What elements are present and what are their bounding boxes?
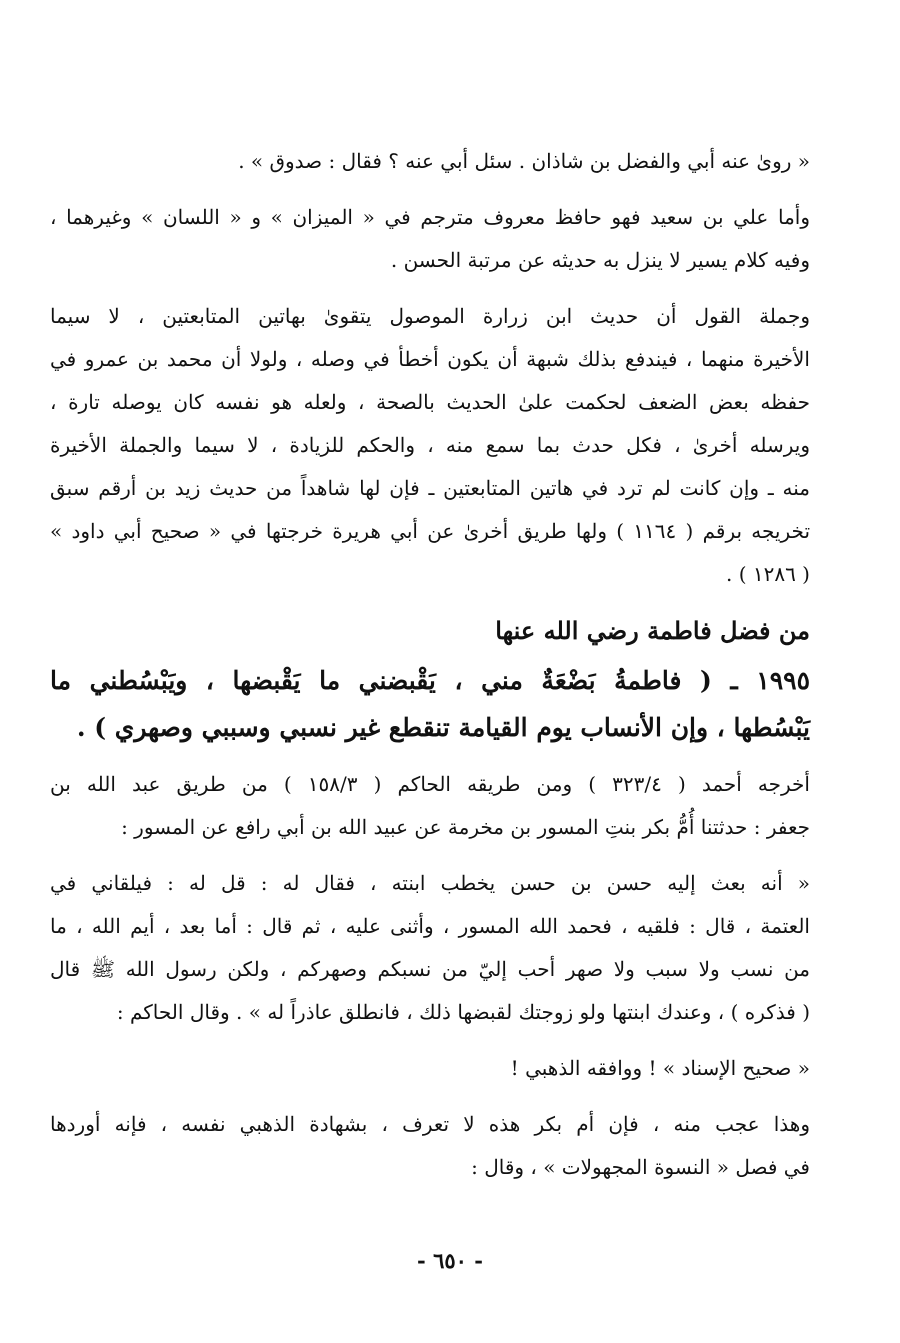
hadith-line: ١٩٩٥ ـ ( فاطمةُ بَضْعَةٌ مني ، يَقْبضني ما يَقْبضها ، ويَبْسُطني ما <box>50 666 810 695</box>
paragraph-line: العتمة ، قال : فلقيه ، فحمد الله المسور ، وأثنى عليه ، ثم قال : أما بعد ، أيم الله ، ما <box>50 914 810 938</box>
paragraph-line: وأما علي بن سعيد فهو حافظ معروف مترجم في « الميزان » و « اللسان » وغيرهما ، <box>50 205 810 229</box>
section-title: من فضل فاطمة رضي الله عنها <box>495 616 810 645</box>
paragraph-line: ( فذكره ) ، وعندك ابنتها ولو زوجتك لقبضها ذلك ، فانطلق عاذراً له » . وقال الحاكم : <box>116 1000 810 1024</box>
paragraph-line: منه ـ وإن كانت لم ترد في هاتين المتابعتين ـ فإن لها شاهداً من حديث زيد بن أرقم سبق <box>50 476 810 500</box>
paragraph-6 <box>50 1047 810 1090</box>
paragraph-line: الأخيرة منهما ، فيندفع بذلك شبهة أن يكون أخطأ في وصله ، ولولا أن محمد بن عمرو في <box>50 347 810 371</box>
paragraph-line: « روىٰ عنه أبي والفضل بن شاذان . سئل أبي عنه ؟ فقال : صدوق » . <box>238 149 810 173</box>
page-body <box>50 140 810 1202</box>
paragraph-line: « صحيح الإسناد » ! ووافقه الذهبي ! <box>510 1056 810 1080</box>
paragraph-line: ( ١٢٨٦ ) . <box>725 562 810 586</box>
paragraph-2 <box>50 196 810 282</box>
paragraph-line: وهذا عجب منه ، فإن أم بكر هذه لا تعرف ، بشهادة الذهبي نفسه ، فإنه أوردها <box>50 1112 810 1136</box>
paragraph-line: وفيه كلام يسير لا ينزل به حديثه عن مرتبة الحسن . <box>390 248 810 272</box>
paragraph-7 <box>50 1103 810 1189</box>
paragraph-line: ويرسله أخرىٰ ، فكل حدث بما سمع منه ، والحكم للزيادة ، لا سيما والجملة الأخيرة <box>50 433 810 457</box>
paragraph-line: وجملة القول أن حديث ابن زرارة الموصول يتقوىٰ بهاتين المتابعتين ، لا سيما <box>50 304 810 328</box>
paragraph-4 <box>50 763 810 849</box>
paragraph-line: تخريجه برقم ( ١١٦٤ ) ولها طريق أخرىٰ عن أبي هريرة خرجتها في « صحيح أبي داود » <box>50 519 811 543</box>
paragraph-line: حفظه بعض الضعف لحكمت علىٰ الحديث بالصحة ، ولعله هو نفسه كان يوصله تارة ، <box>50 390 810 414</box>
paragraph-line: أخرجه أحمد ( ٣٢٣/٤ ) ومن طريقه الحاكم ( ١٥٨/٣ ) من طريق عبد الله بن <box>50 772 810 796</box>
paragraph-1 <box>50 140 810 183</box>
hadith-line: يَبْسُطها ، وإن الأنساب يوم القيامة تنقطع غير نسبي وسببي وصهري ) . <box>76 713 810 742</box>
paragraph-line: في فصل « النسوة المجهولات » ، وقال : <box>471 1155 810 1179</box>
paragraph-3 <box>50 295 810 596</box>
page-number: - ٦٥٠ - <box>417 1248 483 1273</box>
paragraph-line: جعفر : حدثتنا أُمُّ بكر بنتِ المسور بن مخرمة عن عبيد الله بن أبي رافع عن المسور : <box>121 815 810 839</box>
paragraph-line: من نسب ولا سبب ولا صهر أحب إليّ من نسبكم وصهركم ، ولكن رسول الله ﷺ قال <box>50 957 810 981</box>
hadith-text <box>50 657 810 751</box>
paragraph-line: « أنه بعث إليه حسن بن حسن يخطب ابنته ، فقال له : قل له : فيلقاني في <box>50 871 810 895</box>
paragraph-5 <box>50 862 810 1034</box>
